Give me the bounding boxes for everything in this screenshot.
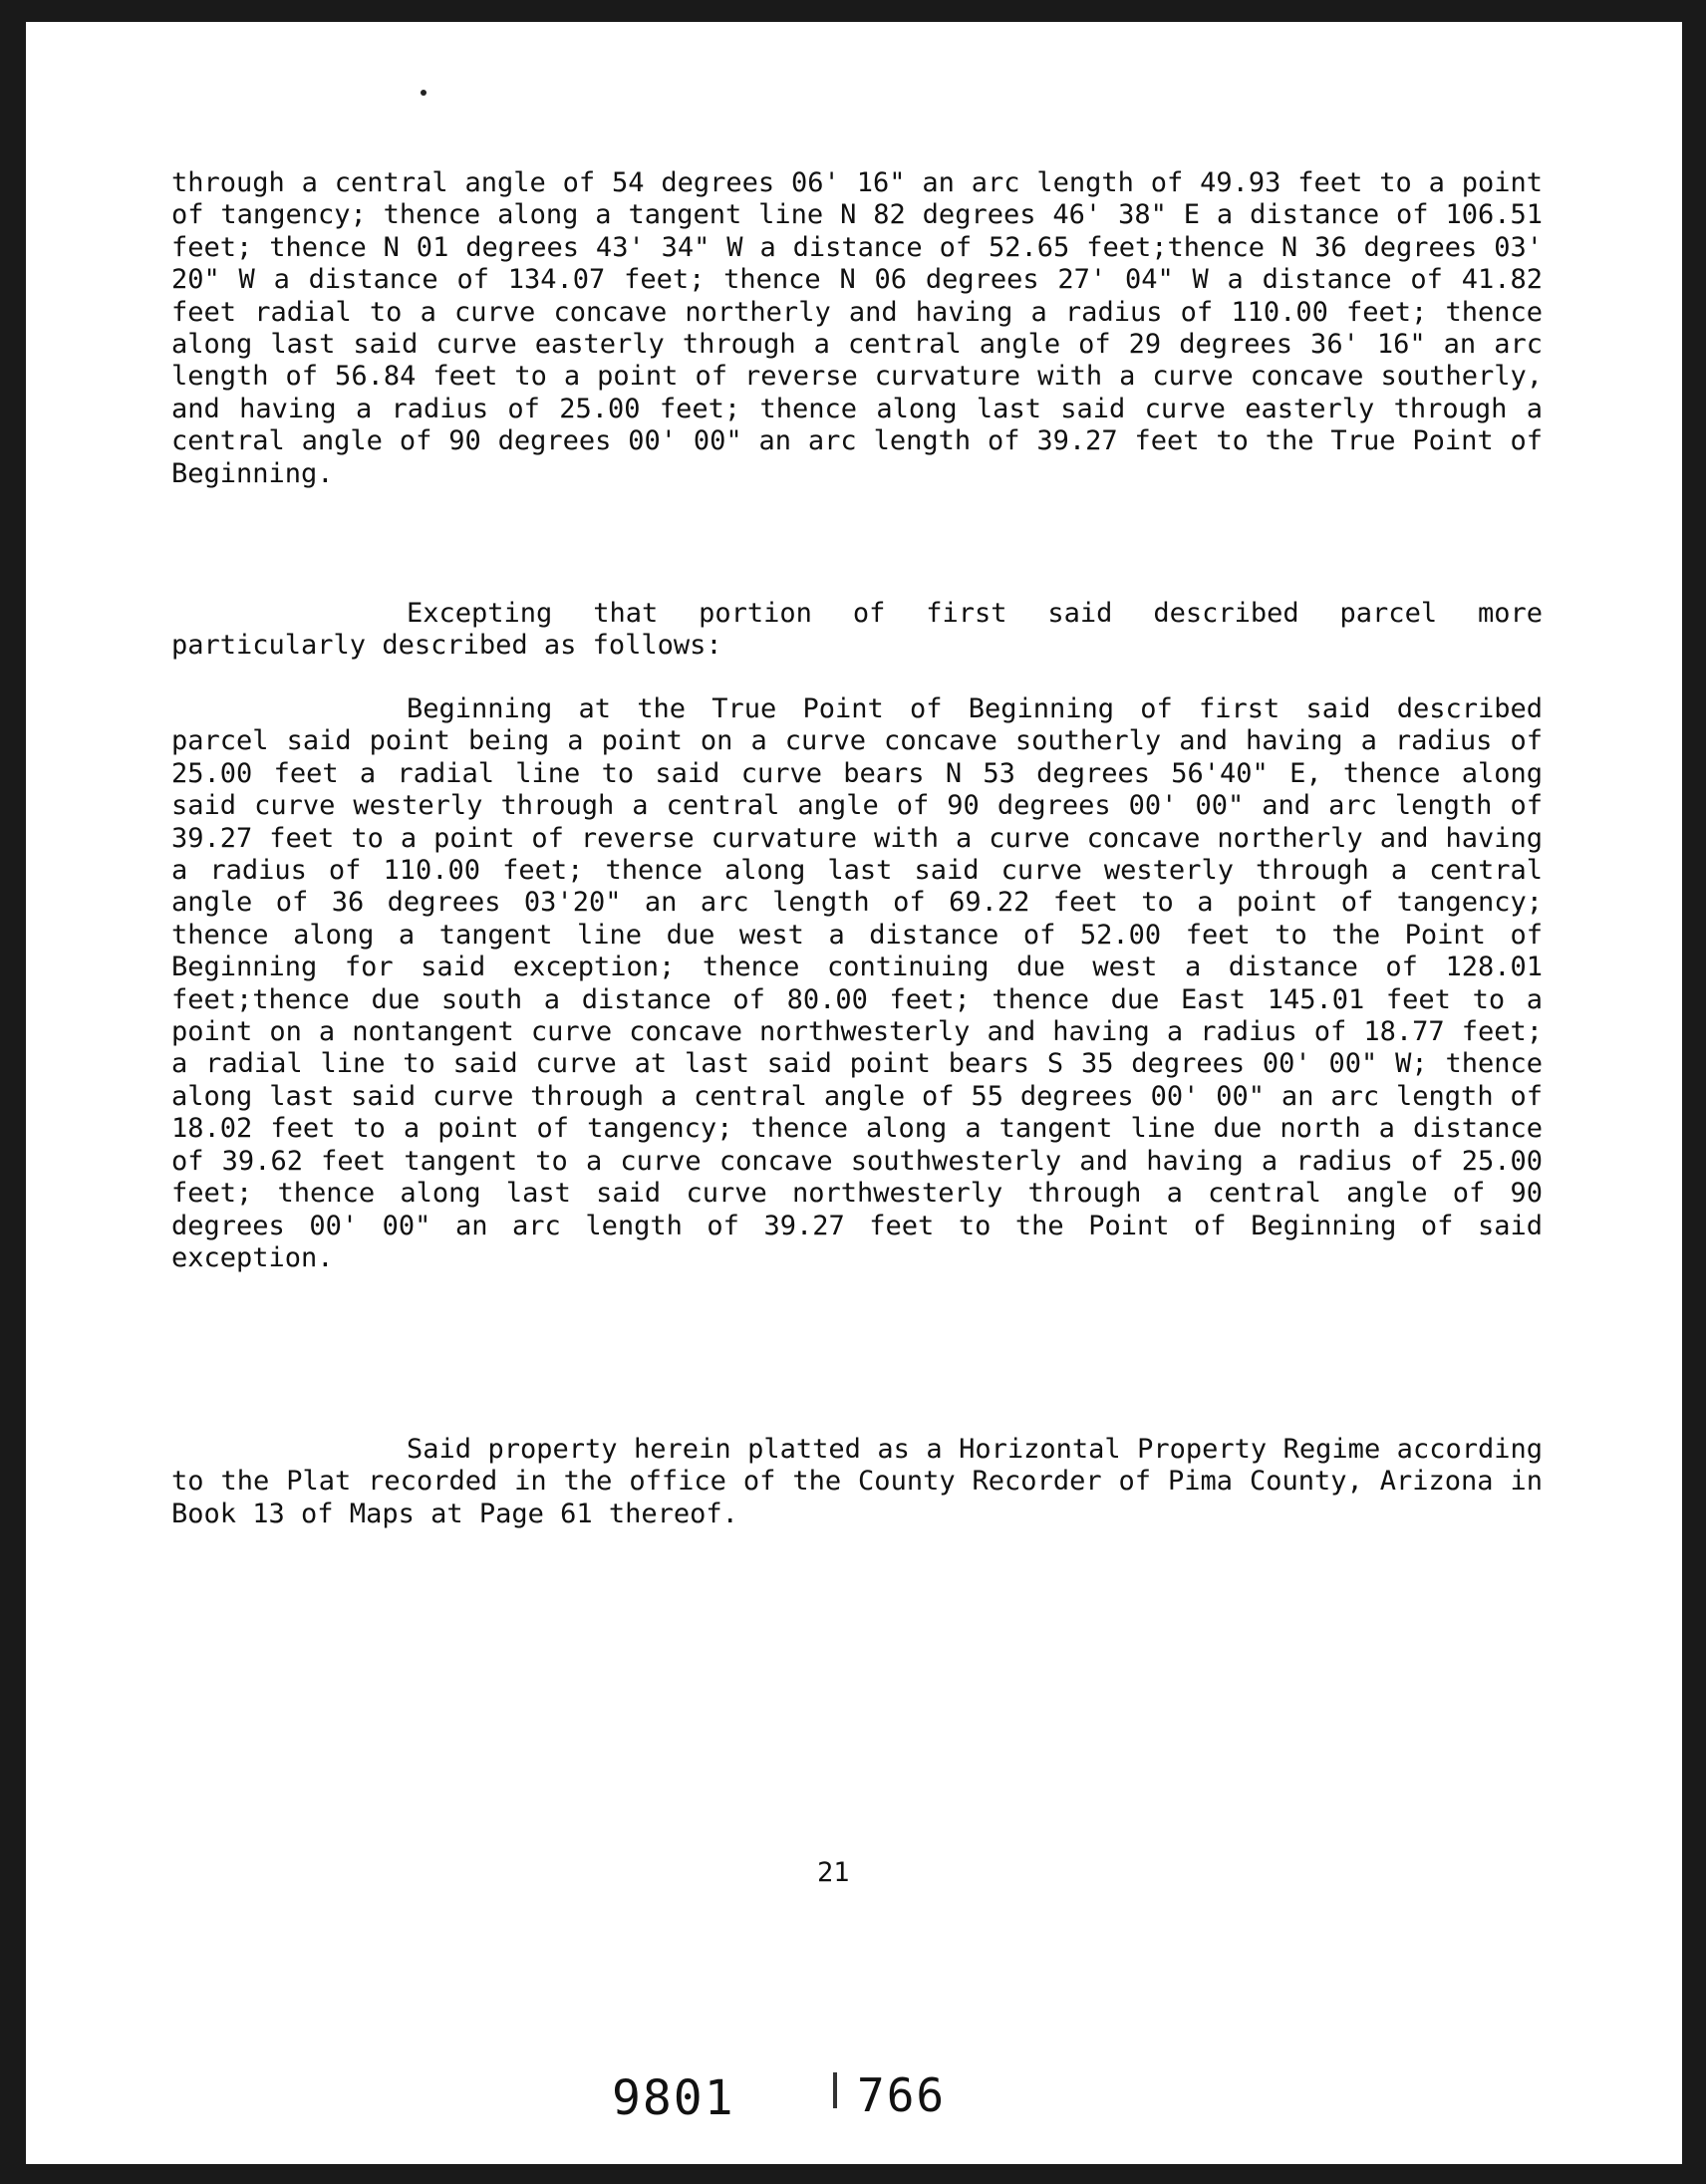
page-number: 21 bbox=[817, 1857, 850, 1888]
exception-intro-paragraph: Excepting that portion of first said described parcel more particularly described as follows: bbox=[171, 598, 1543, 662]
recording-stamp-page: 766 bbox=[857, 2068, 947, 2122]
scan-speck bbox=[421, 90, 426, 96]
stamp-divider-mark bbox=[833, 2072, 837, 2108]
legal-description-paragraph-continuation: through a central angle of 54 degrees 06' 16" an arc length of 49.93 feet to a point of tangency; thence along a tangent line N 82 degrees 46' 38" E a distance of 106.51 feet; thence N 01 degrees 43' 34" W a distance of 52.65 feet;thence N 36 degrees 03' 20" W a distance of 134.07 feet; thence N 06 degrees 27' 04" W a distance of 41.82 feet radial to a curve concave northerly and having a radius of 110.00 feet; thence along last said curve easterly through a central angle of 29 degrees 36' 16" an arc length of 56.84 feet to a point of reverse curvature with a curve concave southerly, and having a radius of 25.00 feet; thence along last said curve easterly through a central angle of 90 degrees 00' 00" an arc length of 39.27 feet to the True Point of Beginning. bbox=[171, 167, 1543, 489]
exception-description-paragraph: Beginning at the True Point of Beginning of first said described parcel said point being a point on a curve concave southerly and having a radius of 25.00 feet a radial line to said curve bears N 53 degrees 56'40" E, thence along said curve westerly through a central angle of 90 degrees 00' 00" and arc length of 39.27 feet to a point of reverse curvature with a curve concave northerly and having a radius of 110.00 feet; thence along last said curve westerly through a central angle of 36 degrees 03'20" an arc length of 69.22 feet to a point of tangency; thence along a tangent line due west a distance of 52.00 feet to the Point of Beginning for said exception; thence continuing due west a distance of 128.01 feet;thence due south a distance of 80.00 feet; thence due East 145.01 feet to a point on a nontangent curve concave northwesterly and having a radius of 18.77 feet; a radial line to said curve at last said point bears S 35 degrees 00' 00" W; thence along last said curve through a central angle of 55 degrees 00' 00" an arc length of 18.02 feet to a point of tangency; thence along a tangent line due north a distance of 39.62 feet tangent to a curve concave southwesterly and having a radius of 25.00 feet; thence along last said curve northwesterly through a central angle of 90 degrees 00' 00" an arc length of 39.27 feet to the Point of Beginning of said exception. bbox=[171, 693, 1543, 1273]
recording-stamp-book: 9801 bbox=[612, 2070, 735, 2126]
property-regime-paragraph: Said property herein platted as a Horizontal Property Regime according to the Plat recorded in the office of the County Recorder of Pima County, Arizona in Book 13 of Maps at Page 61 thereof. bbox=[171, 1434, 1543, 1529]
